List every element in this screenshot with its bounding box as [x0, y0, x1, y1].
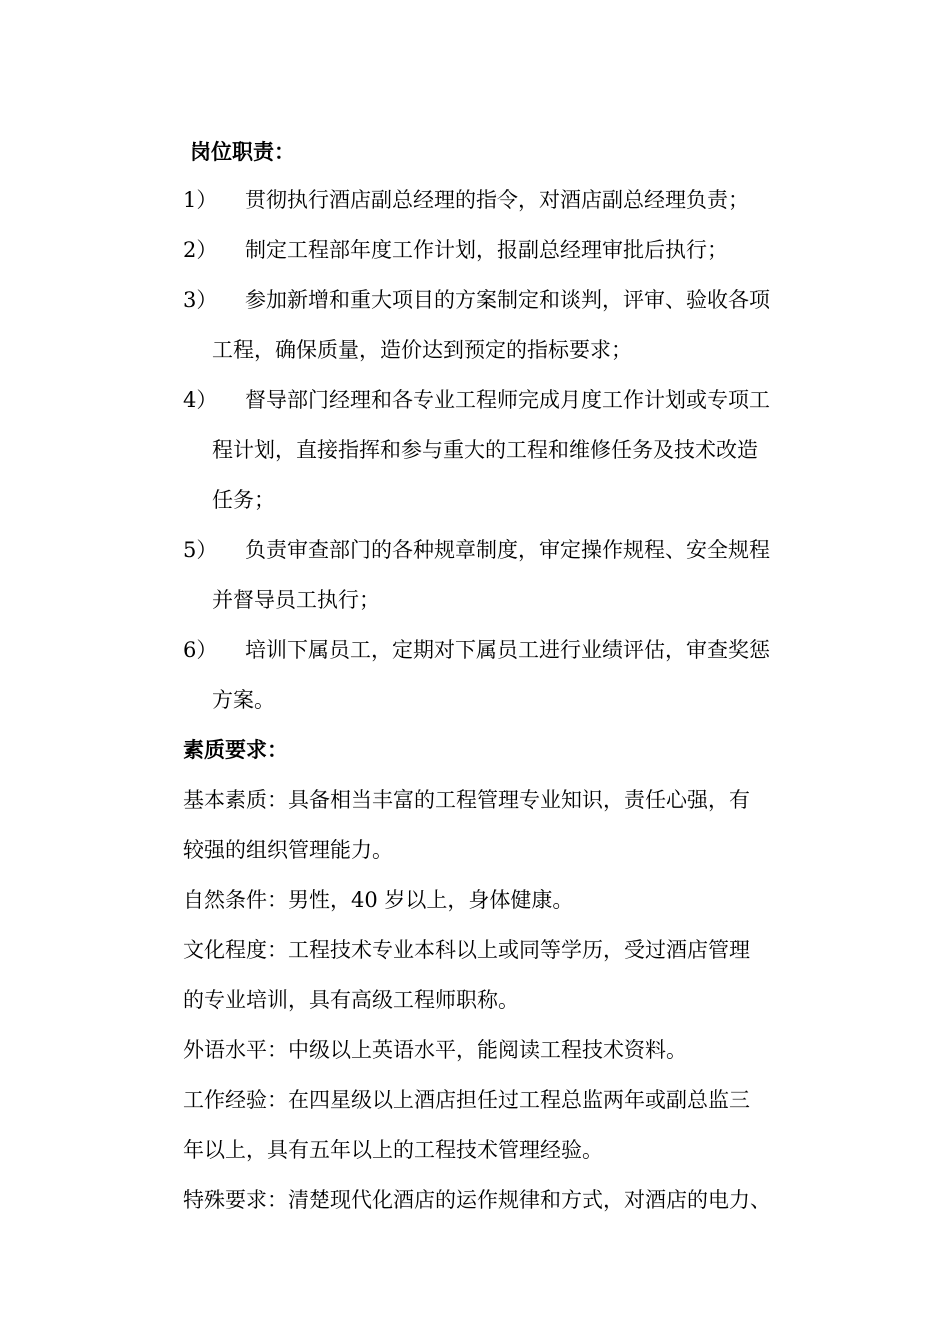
duty-continuation: 工程，确保质量，造价达到预定的指标要求；: [212, 338, 632, 362]
requirement-line: 外语水平：中级以上英语水平，能阅读工程技术资料。: [183, 1038, 687, 1062]
requirement-line: 工作经验：在四星级以上酒店担任过工程总监两年或副总监三: [183, 1088, 750, 1112]
duty-number: 1）: [183, 188, 218, 212]
duty-text: 制定工程部年度工作计划，报副总经理审批后执行；: [245, 238, 728, 262]
duty-item-1: [183, 186, 749, 214]
requirement-line: 较强的组织管理能力。: [183, 838, 393, 862]
duty-text: 贯彻执行酒店副总经理的指令，对酒店副总经理负责；: [245, 188, 749, 212]
duty-text: 督导部门经理和各专业工程师完成月度工作计划或专项工: [245, 388, 770, 412]
requirement-line: 基本素质：具备相当丰富的工程管理专业知识，责任心强，有: [183, 788, 750, 812]
duty-item-3: [183, 286, 770, 314]
duty-continuation: 任务；: [212, 488, 275, 512]
duty-text: 负责审查部门的各种规章制度，审定操作规程、安全规程: [245, 538, 770, 562]
duty-item-5: [183, 536, 770, 564]
duty-item-4: [183, 386, 770, 414]
duty-number: 6）: [183, 638, 218, 662]
duty-continuation: 方案。: [212, 688, 275, 712]
requirement-line: 自然条件：男性，40 岁以上，身体健康。: [183, 888, 574, 912]
duty-continuation: 并督导员工执行；: [212, 588, 380, 612]
duty-text: 参加新增和重大项目的方案制定和谈判，评审、验收各项: [245, 288, 770, 312]
requirement-line: 的专业培训，具有高级工程师职称。: [183, 988, 519, 1012]
duty-text: 培训下属员工，定期对下属员工进行业绩评估，审查奖惩: [245, 638, 770, 662]
requirement-line: 年以上，具有五年以上的工程技术管理经验。: [183, 1138, 603, 1162]
duty-number: 4）: [183, 388, 218, 412]
duty-continuation: 程计划，直接指挥和参与重大的工程和维修任务及技术改造: [212, 438, 758, 462]
requirement-line: 文化程度：工程技术专业本科以上或同等学历，受过酒店管理: [183, 938, 750, 962]
duty-number: 3）: [183, 288, 218, 312]
duties-heading: 岗位职责：: [190, 139, 295, 164]
requirement-line: 特殊要求：清楚现代化酒店的运作规律和方式，对酒店的电力、: [183, 1188, 771, 1212]
duty-item-6: [183, 636, 770, 664]
requirements-heading: 素质要求：: [183, 737, 288, 762]
duty-number: 2）: [183, 238, 218, 262]
duty-number: 5）: [183, 538, 218, 562]
duty-item-2: [183, 236, 728, 264]
